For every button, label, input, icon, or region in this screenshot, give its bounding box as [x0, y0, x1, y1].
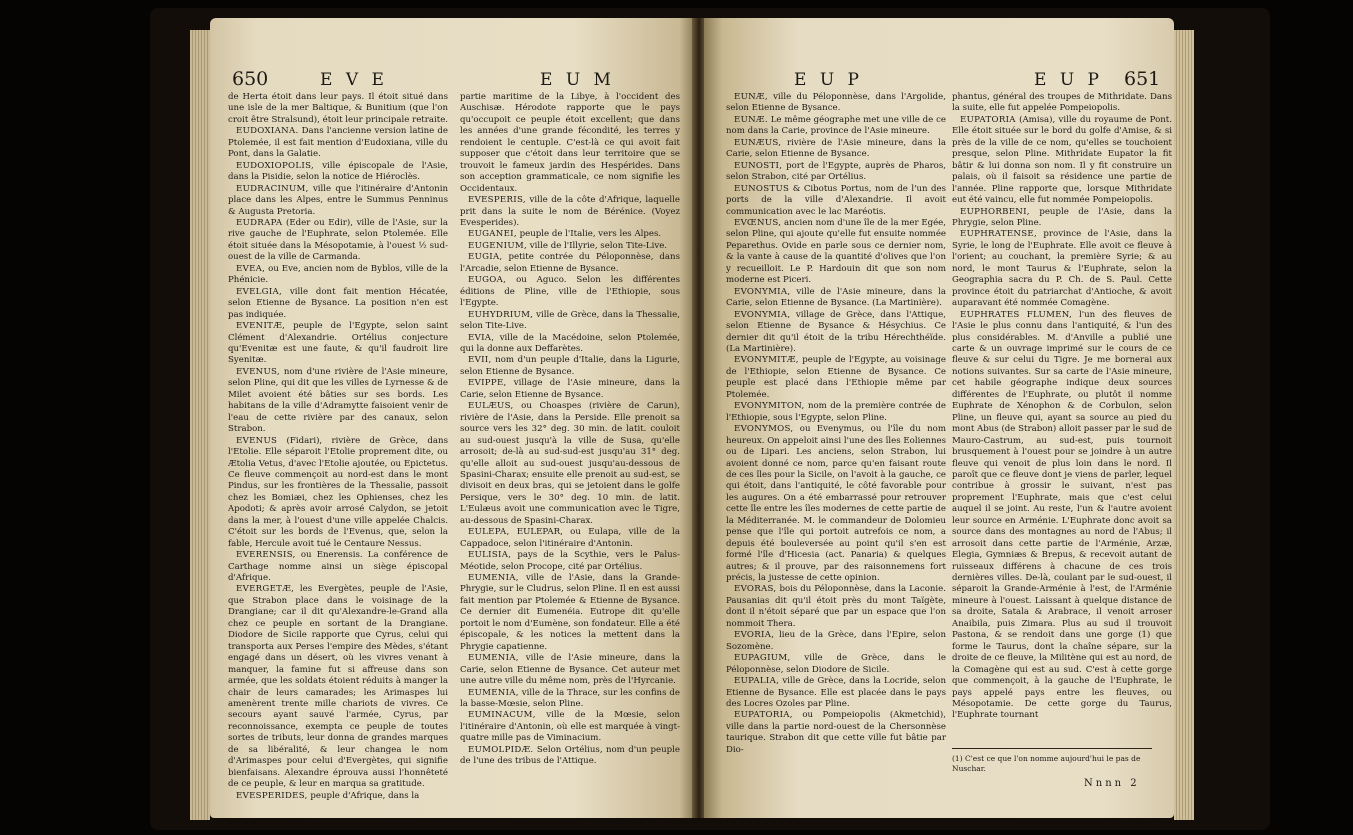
entry-text: lieu de la Grèce, dans l'Epire, selon Sozomène. — [726, 630, 946, 652]
entry-headword: EVONYMOS, — [734, 424, 794, 435]
entry-text: peuple de l'Egypte, au voisinage de l'Ethiopie, selon Etienne de Bysance. Ce peuple est placé dans l'Ethiopie même par Ptolemée. — [726, 355, 946, 400]
entry-text: Dans l'ancienne version latine de Ptolemée, il est fait mention d'Eudoxiana, ville du Pont, dans la Galatie. — [228, 126, 448, 160]
entry-text: partie maritime de la Libye, à l'occident des Auschisæ. Hérodote rapporte que le pays qu'occupoit ce peuple étoit excellent; que dans les années d'une grande fécondité, les terres y rendoient le centuple. C'est-là ce qui avoit fait supposer que c'étoit dans leur territoire que se trouvoit le fameux jardin des Hespérides. Dans son acception grammaticale, ce nom signifie les Occidentaux. — [460, 92, 680, 194]
entry-text: peuple de l'Italie, vers les Alpes. — [519, 229, 662, 240]
dictionary-entry — [460, 550, 680, 573]
entry-headword: EVENITÆ, — [236, 321, 286, 332]
entry-text: (Fidari), rivière de Grèce, dans l'Etolie. Elle séparoit l'Etolie proprement dite, ou Ætolia Vetus, d'avec l'Etolie ajoutée, ou Epictetus. Ce fleuve commençoit au nord-est dans le mont Pindus, sur les frontières de la Thessalie, passoit chez les Bomiæi, chez les Ophienses, chez les Apodoti; & après avoir arrosé Calydon, se jetoit dans la mer, à l'ouest d'une ville appelée Chalcis. C'étoit sur les bords de l'Evenus, que, selon la fable, Hercule avoit tué le Centaure Nessus. — [228, 435, 448, 549]
dictionary-entry — [228, 321, 448, 367]
dictionary-entry — [228, 264, 448, 287]
right-column-1 — [726, 92, 946, 812]
entry-headword: EVENUS — [236, 435, 278, 446]
entry-headword: EVIPPE, — [468, 378, 507, 389]
entry-text: village de l'Asie mineure, dans la Carie, selon Etienne de Bysance. — [460, 378, 680, 400]
dictionary-entry — [460, 378, 680, 401]
entry-text: ville de la Macédoine, selon Ptolemée, qui la donne aux Deffarètes. — [460, 332, 680, 354]
entry-text: ville de l'Asie mineure, dans la Carie, selon Etienne de Bysance. Cet auteur met une autre ville du même nom, près de l'Hyrcanie. — [460, 653, 680, 687]
dictionary-entry — [726, 401, 946, 424]
dictionary-entry — [726, 676, 946, 710]
left-running-head-left: E V E — [320, 70, 388, 90]
dictionary-entry — [460, 710, 680, 744]
dictionary-entry — [228, 126, 448, 160]
dictionary-entry — [228, 584, 448, 790]
entry-text: nom d'une rivière de l'Asie mineure, selon Pline, qui dit que les villes de Lyrnesse & de Milet avoient été bâties sur ses bords. Les habitans de la ville d'Adramytte faisoient venir de l'eau de cette rivière par des canaux, selon Strabon. — [228, 366, 448, 435]
entry-headword: EUMINACUM, — [468, 710, 536, 721]
entry-headword: EVERGETÆ, — [236, 584, 295, 595]
left-page — [210, 18, 694, 818]
dictionary-entry — [726, 115, 946, 138]
dictionary-entry — [726, 310, 946, 356]
dictionary-entry — [228, 791, 448, 802]
entry-text: port de l'Egypte, auprès de Pharos, selon Strabon, cité par Ortélius. — [726, 160, 946, 183]
right-column-2 — [952, 92, 1172, 742]
entry-text: ville de la Thrace, sur les confins de la basse-Mœsie, selon Pline. — [460, 687, 680, 710]
entry-headword: EUMENIA, — [468, 653, 519, 664]
entry-text: pays de la Scythie, vers le Palus-Méotide, selon Procope, cité par Ortélius. — [460, 550, 680, 572]
dictionary-entry — [952, 229, 1172, 309]
dictionary-entry — [228, 218, 448, 264]
dictionary-entry — [460, 653, 680, 687]
entry-text: ou Enerensis. La conférence de Carthage nomme ainsi un siège épiscopal d'Afrique. — [228, 550, 448, 584]
dictionary-entry — [726, 584, 946, 630]
entry-text: l'un des fleuves de l'Asie le plus connu dans l'antiquité, & l'un des plus considérables. M. d'Anville a publié une carte & un ouvrage imprimé sur le cours de ce fleuve & sur celui du Tigre. Je me bornerai aux notions suivantes. Sur sa carte de l'Asie mineure, cet habile géographe indique deux sources différentes de l'Euphrate, ou plutôt il nomme Euphrate de Xénophon & de Corbulon, selon Pline, un fleuve qui, ayant sa source au pied du mont Abus (de Strabon) alloit passer par le sud de Mauro-Castrum, au sud-est, puis tournoit brusquement à l'ouest pour se joindre à un autre fleuve qui venoit de plus loin dans le nord. Il paroît que ce fleuve dont je viens de parler, lequel contribue à grossir le suivant, n'est pas proprement l'Euphrate, mais que c'est celui auquel il se joint. Au reste, l'un & l'autre avoient leur source en Arménie. L'Euphrate donc avoit sa source dans des montagnes au nord de l'Abus; il arrosoit dans cette partie de l'Arménie, Arzæ, Elegia, Gymniæs & Brepus, & recevoit autant de ruisseaux différens à chacune de ces trois dernières villes. De-là, coulant par le sud-ouest, il séparoit la Grande-Arménie à l'est, de l'Arménie mineure à l'ouest. Laissant à quelque distance de sa droite, Satala & Arabrace, il venoit arroser Anaibila, puis Zimara. Plus au sud il trouvoit Pastona, & se rendoit dans une gorge (1) que forme le Taurus, dont la chaîne sépare, sur la droite de ce fleuve, la Militène qui est au nord, de la Comagène qui est au sud. C'est à cette gorge que commençoit, à la gauche de l'Euphrate, le pays appelé pays entre les fleuves, ou Mésopotamie. De cette gorge du Taurus, l'Euphrate tournant — [952, 309, 1172, 721]
entry-headword: EUPATORIA, — [734, 710, 793, 721]
dictionary-entry — [460, 573, 680, 653]
entry-text: Le même géographe met une ville de ce nom dans la Carie, province de l'Asie mineure. — [726, 114, 946, 137]
entry-text: ou Pompeiopolis (Akmetchid), ville dans la partie nord-ouest de la Chersonnèse taurique. Strabon dit que cette ville fut bâtie par Dio- — [726, 710, 946, 755]
dictionary-entry — [726, 355, 946, 401]
dictionary-entry — [460, 527, 680, 550]
dictionary-entry — [460, 401, 680, 527]
dictionary-entry — [726, 92, 946, 115]
dictionary-entry — [460, 92, 680, 195]
entry-headword: EUGANEI, — [468, 229, 517, 240]
entry-text: peuple de l'Egypte, selon saint Clément d'Alexandrie. Ortélius conjecture qu'Evenitæ est une faute, & qu'il faudroit lire Syenitæ. — [228, 321, 448, 366]
dictionary-entry — [726, 424, 946, 584]
entry-text: phantus, général des troupes de Mithridate. Dans la suite, elle fut appelée Pompeiopolis. — [952, 92, 1172, 114]
entry-headword: EUDRACINUM, — [236, 183, 309, 194]
dictionary-entry — [228, 92, 448, 126]
entry-text: peuple d'Afrique, dans la — [310, 790, 420, 801]
dictionary-entry — [460, 333, 680, 356]
entry-text: ville de la côte d'Afrique, laquelle prit dans la suite le nom de Bérénice. (Voyez Evesperides). — [460, 195, 680, 228]
dictionary-entry — [460, 745, 680, 768]
entry-headword: EVONYMIA, — [734, 309, 791, 320]
entry-headword: EVENUS, — [236, 366, 280, 377]
entry-text: ville que l'itinéraire d'Antonin place dans les Alpes, entre le Summus Penninus & Augusta Pretoria. — [228, 183, 448, 217]
entry-headword: EVELGIA, — [236, 286, 283, 297]
dictionary-entry — [460, 241, 680, 252]
entry-text: province de l'Asie, dans la Syrie, le long de l'Euphrate. Elle avoit ce fleuve à l'orient; au couchant, la première Syrie; & au nord, le mont Taurus & l'Euphrate, selon la Geographia sacra du P. Ch. de S. Paul. Cette province étoit du patriarchat d'Antioche, & avoit auparavant été nommée Comagène. — [952, 229, 1172, 309]
entry-headword: EVŒNUS, — [734, 217, 782, 228]
entry-text: peuple de l'Asie, dans la Phrygie, selon Pline. — [952, 206, 1172, 228]
dictionary-entry — [228, 367, 448, 436]
entry-headword: EVONYMIA, — [734, 286, 791, 297]
entry-headword: EUGOA, — [468, 275, 507, 286]
footnote-rule — [952, 748, 1152, 749]
entry-headword: EVESPERIDES, — [236, 790, 308, 801]
entry-headword: EUGIA, — [468, 252, 503, 263]
entry-text: Selon Ortélius, nom d'un peuple de l'une des tribus de l'Attique. — [460, 744, 680, 767]
dictionary-entry — [726, 138, 946, 161]
entry-text: nom d'un peuple d'Italie, dans la Ligurie, selon Etienne de Bysance. — [460, 355, 680, 377]
entry-headword: EUHYDRIUM, — [468, 309, 534, 320]
dictionary-entry — [228, 287, 448, 321]
entry-headword: EUDRAPA — [236, 217, 283, 228]
entry-headword: EUPHORBENI, — [960, 206, 1030, 217]
entry-headword: EUMENIA, — [468, 687, 519, 698]
entry-headword: EVORAS, — [734, 584, 777, 595]
entry-text: ou Choaspes (rivière de Carun), rivière de l'Asie, dans la Perside. Elle prenoit sa source vers les 32° deg. 30 min. de latit. couloit au sud-ouest jusqu'à la ville de Susa, qu'elle arrosoit; de-là au sud-sud-est jusqu'au 31° deg. qu'elle alloit au sud-ouest jusqu'au-dessous de Spasini-Charax; ensuite elle prenoit au sud-est, se divisoit en deux bras, qui se jetoient dans le golfe Persique, vers le 30° deg. 10 min. de latit. L'Eulæus avoit une communication avec le Tigre, au-dessous de Spasini-Charax. — [460, 401, 680, 526]
dictionary-entry — [726, 630, 946, 653]
entry-text: ou Aguco. Selon les différentes éditions de Pline, ville de l'Ethiopie, sous l'Egypte. — [460, 275, 680, 309]
entry-text: ville dont fait mention Hécatée, selon Etienne de Bysance. La position n'en est pas indiquée. — [228, 286, 448, 320]
entry-headword: EUNÆ, — [734, 92, 768, 102]
entry-text: ville épiscopale de l'Asie, dans la Pisidie, selon la notice de Hiéroclès. — [228, 160, 448, 183]
entry-text: EULEPAR, ou Eulapa, ville de la Cappadoce, selon l'itinéraire d'Antonin. — [460, 527, 680, 549]
dictionary-entry — [228, 161, 448, 184]
right-page-edges — [1174, 30, 1194, 820]
entry-headword: EUMENIA, — [468, 573, 519, 584]
entry-text: (Amisa), ville du royaume de Pont. Elle étoit située sur le bord du golfe d'Amise, & si près de la ville de ce nom, qu'elles se touchoient presque, selon Pline. Mithridate Eupator la fit bâtir & lui donna son nom. Il y fit construire un palais, où il faisoit sa résidence une partie de l'année. Pline rapporte que, lorsque Mithridate eut été vaincu, elle fut nommée Pompeiopolis. — [952, 114, 1172, 206]
entry-text: bois du Péloponnèse, dans la Laconie. Pausanias dit qu'il étoit près du mont Taïgète, dont il n'étoit séparé que par un espace que l'on nommoit Thera. — [726, 584, 946, 629]
entry-text: ville du Péloponnèse, dans l'Argolide, selon Etienne de Bysance. — [726, 92, 946, 114]
entry-headword: EULISIA, — [468, 550, 512, 561]
right-page — [704, 18, 1174, 818]
entry-text: rivière de l'Asie mineure, dans la Carie, selon Etienne de Bysance. — [726, 137, 946, 160]
dictionary-entry — [460, 310, 680, 333]
entry-text: nom de la première contrée de l'Ethiopie, sous l'Egypte, selon Pline. — [726, 401, 946, 423]
entry-headword: EUNÆ. — [734, 114, 768, 125]
entry-text: petite contrée du Péloponnèse, dans l'Arcadie, selon Etienne de Bysance. — [460, 252, 680, 274]
entry-text: ville de Grèce, dans la Locride, selon Etienne de Bysance. Elle est placée dans le pays des Locres Ozoles par Pline. — [726, 676, 946, 710]
entry-headword: EUNÆUS, — [734, 137, 782, 148]
right-page-number: 651 — [1124, 68, 1161, 90]
left-column-2 — [460, 92, 680, 812]
dictionary-entry — [726, 287, 946, 310]
entry-text: ancien nom d'une île de la mer Egée, selon Pline, qui ajoute qu'elle fut ensuite nommée Peparethus. Ovide en parle sous ce dernier nom, & la vante à cause de la quantité d'olives que l'on y recueilloit. Le P. Hardouin dit que son nom moderne est Piceri. — [726, 217, 946, 286]
dictionary-entry — [460, 229, 680, 240]
dictionary-entry — [726, 161, 946, 184]
entry-text: ville de l'Asie, dans la Grande-Phrygie, sur le Cludrus, selon Pline. Il en est aussi fait mention par Ptolemée & Etienne de Bysance. Ce dernier dit Eumenéia. Eutrope dit qu'elle portoit le nom d'Eumène, son fondateur. Elle a été épiscopale, & les notices la mettent dans la Phrygie capatienne. — [460, 573, 680, 652]
entry-headword: EVONYMITÆ, — [734, 355, 799, 366]
dictionary-entry — [228, 184, 448, 218]
entry-text: (Eder ou Edir), ville de l'Asie, sur la rive gauche de l'Euphrate, selon Ptolemée. Elle étoit située dans la Mésopotamie, à l'ouest ½ sud-ouest de la ville de Carmanda. — [228, 217, 448, 263]
dictionary-entry — [460, 195, 680, 229]
signature-mark: Nnnn 2 — [1084, 778, 1140, 789]
left-running-head-right: E U M — [540, 70, 615, 90]
dictionary-entry — [726, 653, 946, 676]
entry-text: ou Eve, ancien nom de Byblos, ville de la Phénicie. — [228, 263, 448, 286]
entry-headword: EVERENSIS, — [236, 550, 296, 561]
entry-headword: EVIA, — [468, 332, 495, 343]
dictionary-entry — [460, 355, 680, 378]
entry-text: ville de Grèce, dans la Thessalie, selon Tite-Live. — [460, 309, 680, 332]
left-column-1 — [228, 92, 448, 812]
entry-text: ou Evenymus, ou l'île du nom heureux. On appeloit ainsi l'une des îles Eoliennes ou de Lipari. Les anciens, selon Strabon, lui avoient donné ce nom, parce qu'en faisant route de ces îles pour la Sicile, on l'avoit à la gauche, ce qui étoit, dans l'antiquité, le côté favorable pour les augures. On a été embarrassé pour retrouver cette île entre les îles modernes de cette partie de la Méditerranée. M. le commandeur de Dolomieu pense que l'île qui portoit autrefois ce nom, a depuis été bouleversée au point qu'il s'en est formé l'île d'Hicesia (act. Panaria) & quelques autres; & il prouve, par des raisonnemens fort précis, la justesse de cette opinion. — [726, 424, 946, 584]
entry-headword: EVEA, — [236, 263, 266, 274]
entry-headword: EUPAGIUM, — [734, 653, 791, 664]
entry-headword: EVORIA, — [734, 630, 775, 641]
entry-headword: EUNOSTUS — [734, 183, 790, 194]
entry-headword: EUNOSTI, — [734, 160, 783, 171]
left-page-edges — [190, 30, 210, 820]
entry-text: village de Grèce, dans l'Attique, selon Etienne de Bysance & Hésychius. Ce dernier dit qu'il étoit de la tribu Hérechthéïde. (La Martinière). — [726, 309, 946, 354]
entry-text: & Cibotus Portus, nom de l'un des ports de la ville d'Alexandrie. Il avoit communication avec le lac Maréotis. — [726, 183, 946, 217]
entry-headword: EVII, — [468, 355, 492, 366]
entry-headword: EUGENIUM, — [468, 240, 528, 251]
dictionary-entry — [228, 550, 448, 584]
dictionary-entry — [952, 310, 1172, 722]
entry-text: de Herta étoit dans leur pays. Il étoit situé dans une isle de la mer Baltique, & Bunitium (que l'on croit être Stralsund), étoit leur principale retraite. — [228, 92, 448, 125]
entry-headword: EULÆUS, — [468, 401, 514, 412]
entry-text: ville de l'Asie mineure, dans la Carie, selon Etienne de Bysance. (La Martinière). — [726, 286, 946, 309]
footnote: (1) C'est ce que l'on nomme aujourd'hui le pas de Nuschar. — [952, 754, 1141, 773]
entry-text: ville de la Mœsie, selon l'itinéraire d'Antonin, où elle est marquée à vingt-quatre mille pas de Viminacium. — [460, 710, 680, 744]
entry-headword: EUDOXIOPOLIS, — [236, 160, 314, 171]
dictionary-entry — [952, 115, 1172, 207]
right-running-head-right: E U P — [1034, 70, 1103, 90]
dictionary-entry — [952, 207, 1172, 230]
entry-headword: EUMOLPIDÆ. — [468, 744, 534, 755]
entry-headword: EUDOXIANA. — [236, 126, 299, 137]
dictionary-entry — [726, 218, 946, 287]
dictionary-entry — [460, 252, 680, 275]
entry-headword: EUPHRATES FLUMEN, — [960, 309, 1073, 320]
entry-headword: EULEPA, — [468, 527, 510, 538]
dictionary-entry — [726, 710, 946, 756]
dictionary-entry — [228, 436, 448, 551]
entry-headword: EVONYMITON, — [734, 401, 805, 412]
right-running-head-left: E U P — [794, 70, 863, 90]
left-page-number: 650 — [232, 68, 269, 90]
dictionary-entry — [952, 92, 1172, 115]
dictionary-entry — [460, 688, 680, 711]
entry-headword: EVESPERIS, — [468, 195, 526, 206]
entry-headword: EUPALIA, — [734, 676, 780, 687]
entry-text: ville de Grèce, dans le Péloponnèse, selon Diodore de Sicile. — [726, 653, 946, 675]
entry-text: ville de l'Illyrie, selon Tite-Live. — [529, 240, 668, 251]
entry-headword: EUPHRATENSE, — [960, 229, 1038, 240]
dictionary-entry — [726, 184, 946, 218]
entry-headword: EUPATORIA — [960, 114, 1016, 125]
entry-text: les Evergètes, peuple de l'Asie, que Strabon place dans le voisinage de la Drangiane; car il dit qu'Alexandre-le-Grand alla chez ce peuple en sortant de la Drangiane. Diodore de Sicile rapporte que Cyrus, celui qui transporta aux Perses l'empire des Mèdes, s'étant engagé dans un désert, où les vivres venant à manquer, la famine fut si affreuse dans son armée, que les soldats étoient réduits à manger la chair de leurs camarades; les Arimaspes lui amenèrent trente mille chariots de vivres. Ce secours ayant sauvé l'armée, Cyrus, par reconnoissance, exempta ce peuple de toutes sortes de tributs, leur donna de grandes marques de sa libéralité, & leur changea le nom d'Arimaspes pour celui d'Evergètes, qui signifie bienfaisans. Alexandre éprouva aussi l'honnêteté de ce peuple, & leur en marqua sa gratitude. — [228, 584, 448, 790]
dictionary-entry — [460, 275, 680, 309]
